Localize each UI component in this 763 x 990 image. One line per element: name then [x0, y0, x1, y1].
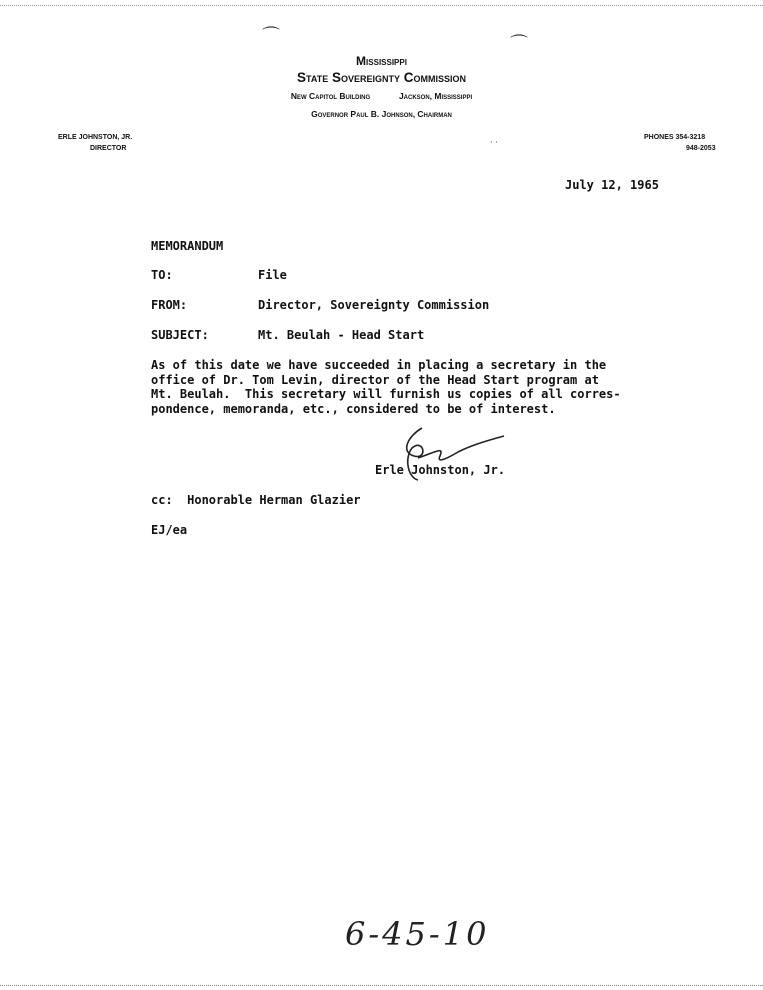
memo-body: As of this date we have succeeded in placing a secretary in the office of Dr. Tom Levin, director of the Head Start program at Mt. Beulah. This secretary will furnish us copies of all corres- pondence, memoranda, etc., considered to be of interest.: [151, 358, 621, 416]
director-title: DIRECTOR: [90, 145, 127, 152]
bottom-border: [0, 985, 763, 986]
director-name: ERLE JOHNSTON, JR.: [58, 134, 133, 141]
corner-mark-left: ⌒: [262, 26, 280, 47]
letterhead-commission: State Sovereignty Commission: [297, 70, 466, 85]
subject-value: Mt. Beulah - Head Start: [258, 328, 425, 342]
letterhead-governor: Governor Paul B. Johnson, Chairman: [311, 109, 452, 119]
typist-initials: EJ/ea: [151, 523, 188, 537]
memo-date: July 12, 1965: [565, 178, 659, 192]
signature-scrawl: [378, 418, 518, 488]
memo-heading: MEMORANDUM: [151, 239, 224, 253]
cc-line: cc: Honorable Herman Glazier: [151, 493, 361, 507]
phones-line-2: 948-2053: [686, 145, 716, 152]
file-number: 6-45-10: [345, 915, 490, 953]
to-value: File: [258, 268, 287, 282]
letterhead-building: New Capitol Building: [290, 91, 371, 101]
stray-mark: · ·: [490, 138, 498, 147]
phones-line-1: PHONES 354-3218: [644, 134, 706, 141]
signature-name: Erle Johnston, Jr.: [375, 463, 506, 477]
subject-label: SUBJECT:: [151, 328, 209, 342]
from-value: Director, Sovereignty Commission: [258, 298, 490, 312]
from-label: FROM:: [151, 298, 188, 312]
letterhead-state: Mississippi: [356, 54, 407, 68]
letterhead-city: Jackson, Mississippi: [398, 91, 473, 101]
top-border: [0, 5, 763, 6]
letterhead-address: [0, 91, 763, 101]
corner-mark-right: ⌒: [510, 34, 528, 55]
to-label: TO:: [151, 268, 173, 282]
